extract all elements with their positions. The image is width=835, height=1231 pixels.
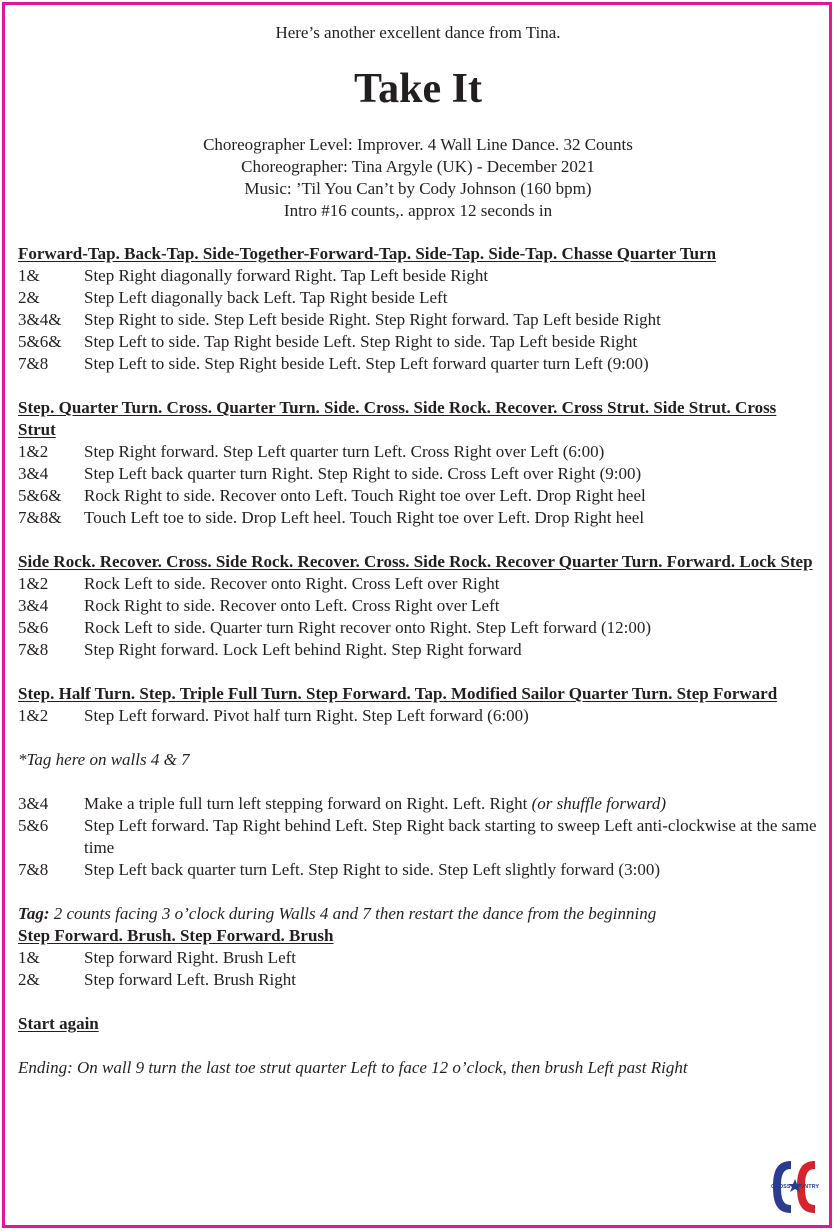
step-description [84, 793, 818, 815]
intro-line: Here’s another excellent dance from Tina. [275, 23, 561, 42]
step-description: Step Left forward. Pivot half turn Right. Step Left forward (6:00) [84, 706, 529, 725]
step-description: Step Left to side. Step Right beside Left. Step Left forward quarter turn Left (9:00) [84, 354, 649, 373]
section-3 [18, 551, 818, 661]
step-count: 1&2 [18, 442, 49, 461]
step-description: Step Right diagonally forward Right. Tap Left beside Right [84, 266, 489, 285]
step-count: 3&4 [18, 464, 49, 483]
step-description: Step Left diagonally back Left. Tap Right beside Left [84, 288, 448, 307]
step-row [18, 793, 818, 815]
meta-level: Choreographer Level: Improver. 4 Wall Line Dance. 32 Counts [203, 135, 633, 154]
step-description: Rock Left to side. Recover onto Right. Cross Left over Right [84, 574, 500, 593]
meta-choreographer: Choreographer: Tina Argyle (UK) - December 2021 [241, 157, 595, 176]
step-row [18, 595, 818, 617]
step-description: Step Left back quarter turn Right. Step Right to side. Cross Left over Right (9:00) [84, 464, 642, 483]
step-count: 2& [18, 288, 40, 307]
step-description: Step Left to side. Tap Right beside Left. Step Right to side. Tap Left beside Right [84, 332, 638, 351]
cross-country-logo [767, 1155, 823, 1219]
step-text: Make a triple full turn left stepping forward on Right. Left. Right [84, 794, 532, 813]
step-count: 7&8 [18, 354, 49, 373]
step-row [18, 859, 818, 881]
step-note: (or shuffle forward) [531, 794, 667, 813]
step-row [18, 573, 818, 595]
step-description: Step Right to side. Step Left beside Right. Step Right forward. Tap Left beside Right [84, 310, 661, 329]
step-count: 1&2 [18, 706, 49, 725]
tag-heading: Step Forward. Brush. Step Forward. Brush [18, 926, 334, 945]
step-description: Step Left forward. Tap Right behind Left. Step Right back starting to sweep Left anti-clockwise at the same time [84, 816, 817, 857]
section-2 [18, 397, 818, 529]
step-count: 5&6 [18, 618, 49, 637]
step-row [18, 331, 818, 353]
step-row [18, 705, 818, 727]
step-row [18, 507, 818, 529]
ending-note: Ending: On wall 9 turn the last toe strut quarter Left to face 12 o’clock, then brush Left past Right [18, 1058, 688, 1077]
step-count: 1& [18, 948, 40, 967]
step-row [18, 309, 818, 331]
section-heading: Forward-Tap. Back-Tap. Side-Together-Forward-Tap. Side-Tap. Side-Tap. Chasse Quarter Turn [18, 244, 717, 263]
section-heading: Step. Quarter Turn. Cross. Quarter Turn. Side. Cross. Side Rock. Recover. Cross Strut. Side Strut. Cross Strut [18, 398, 777, 439]
step-row [18, 287, 818, 309]
meta-intro: Intro #16 counts,. approx 12 seconds in [283, 201, 553, 220]
section-4 [18, 683, 818, 881]
page-frame [2, 2, 832, 1228]
step-description: Step forward Left. Brush Right [84, 970, 296, 989]
dance-meta [18, 134, 818, 222]
tag-section [18, 903, 818, 991]
step-count: 1& [18, 266, 40, 285]
step-row [18, 639, 818, 661]
step-row [18, 969, 818, 991]
step-count: 5&6& [18, 486, 62, 505]
step-row [18, 485, 818, 507]
step-row [18, 815, 818, 859]
step-count: 3&4& [18, 310, 62, 329]
step-count: 7&8 [18, 860, 49, 879]
step-count: 5&6& [18, 332, 62, 351]
tag-note: *Tag here on walls 4 & 7 [18, 750, 190, 769]
step-row [18, 463, 818, 485]
step-count: 7&8 [18, 640, 49, 659]
section-1 [18, 243, 818, 375]
meta-music: Music: ’Til You Can’t by Cody Johnson (160 bpm) [244, 179, 592, 198]
tag-line [18, 903, 818, 925]
step-description: Rock Right to side. Recover onto Left. Touch Right toe over Left. Drop Right heel [84, 486, 646, 505]
start-again: Start again [18, 1014, 99, 1033]
step-count: 5&6 [18, 816, 49, 835]
step-description: Step Right forward. Step Left quarter turn Left. Cross Right over Left (6:00) [84, 442, 605, 461]
step-row [18, 947, 818, 969]
step-row [18, 353, 818, 375]
step-row [18, 441, 818, 463]
step-count: 1&2 [18, 574, 49, 593]
step-count: 7&8& [18, 508, 62, 527]
step-row [18, 617, 818, 639]
step-description: Rock Left to side. Quarter turn Right recover onto Right. Step Left forward (12:00) [84, 618, 651, 637]
step-description: Step Left back quarter turn Left. Step Right to side. Step Left slightly forward (3:00) [84, 860, 660, 879]
step-description: Step forward Right. Brush Left [84, 948, 296, 967]
dance-title: Take It [354, 66, 482, 112]
step-description: Touch Left toe to side. Drop Left heel. Touch Right toe over Left. Drop Right heel [84, 508, 645, 527]
step-count: 3&4 [18, 794, 49, 813]
step-count: 3&4 [18, 596, 49, 615]
step-description: Step Right forward. Lock Left behind Right. Step Right forward [84, 640, 522, 659]
logo-text: CROSS COUNTRY [770, 1184, 820, 1190]
step-count: 2& [18, 970, 40, 989]
tag-text: 2 counts facing 3 o’clock during Walls 4 and 7 then restart the dance from the beginning [49, 904, 657, 923]
step-sheet [18, 243, 818, 1079]
section-heading: Step. Half Turn. Step. Triple Full Turn. Step Forward. Tap. Modified Sailor Quarter Turn. Step Forward [18, 684, 778, 703]
section-heading: Side Rock. Recover. Cross. Side Rock. Recover. Cross. Side Rock. Recover Quarter Turn. Forward. Lock Step [18, 552, 813, 571]
step-description: Rock Right to side. Recover onto Left. Cross Right over Left [84, 596, 500, 615]
step-row [18, 265, 818, 287]
tag-label: Tag: [18, 904, 50, 923]
